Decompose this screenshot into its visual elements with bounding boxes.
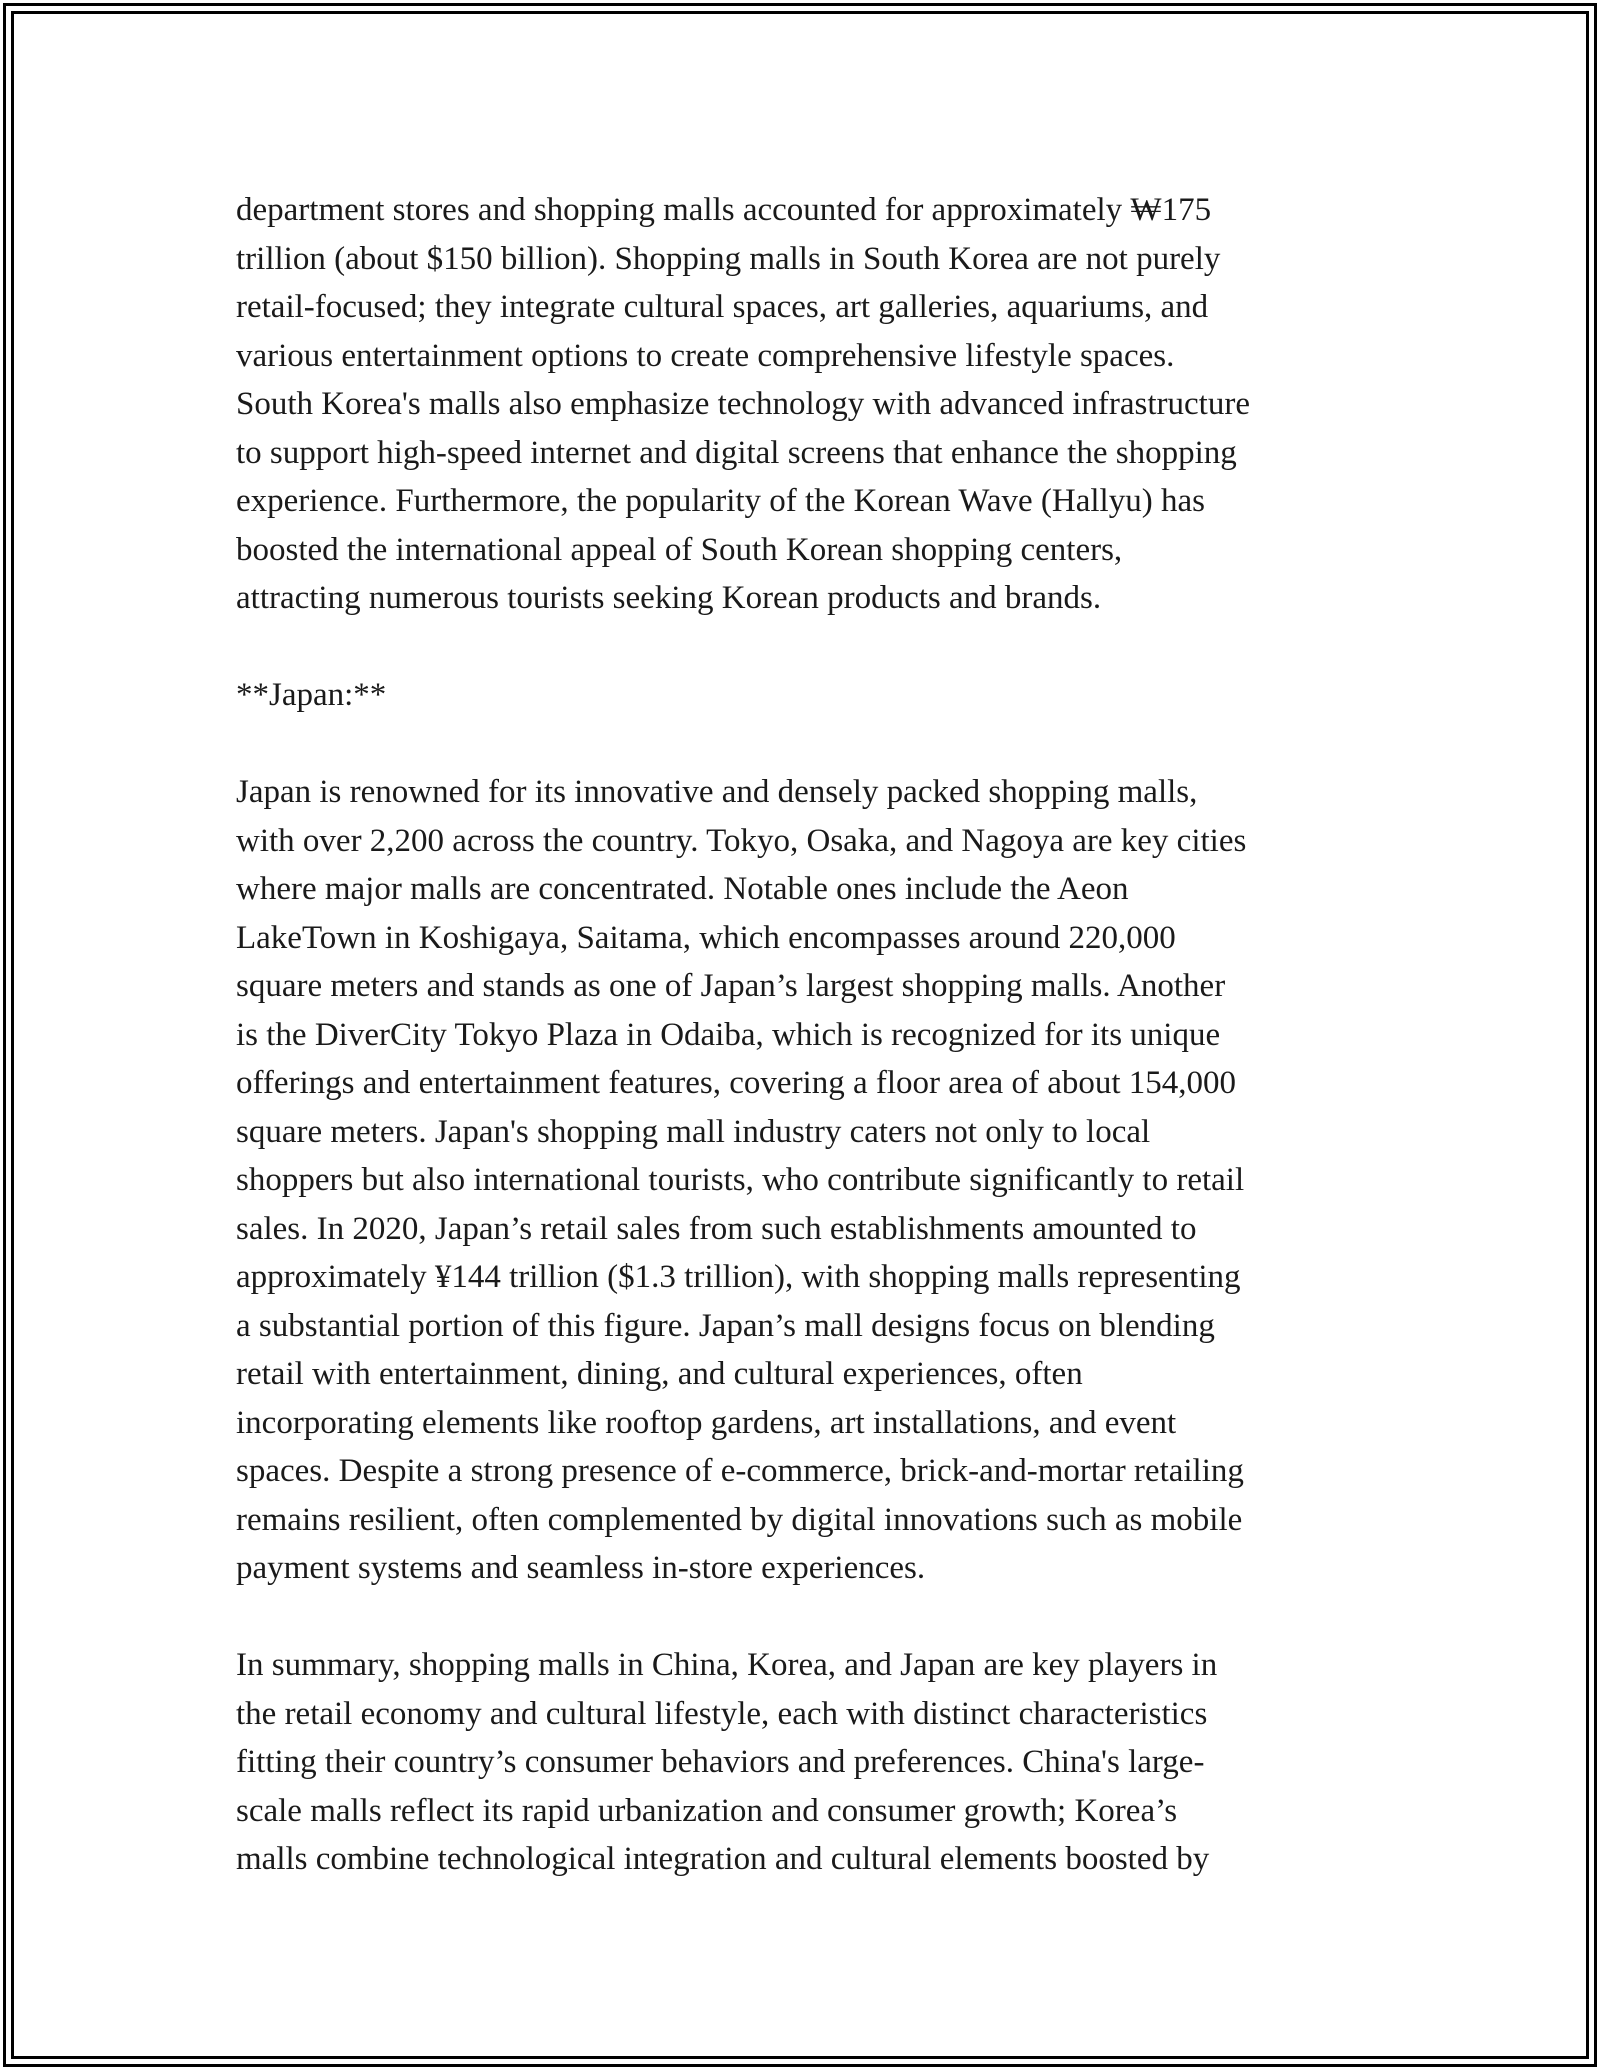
text-line: department stores and shopping malls accounted for approximately ₩175 xyxy=(236,192,1212,228)
paragraph-summary xyxy=(236,1641,1376,1884)
text-line: spaces. Despite a strong presence of e-commerce, brick-and-mortar retailing xyxy=(236,1453,1244,1489)
text-line: experience. Furthermore, the popularity of the Korean Wave (Hallyu) has xyxy=(236,483,1205,519)
text-line: boosted the international appeal of South Korean shopping centers, xyxy=(236,531,1123,568)
text-line: **Japan:** xyxy=(236,677,387,713)
text-line: with over 2,200 across the country. Tokyo, Osaka, and Nagoya are key cities xyxy=(236,822,1247,859)
text-line: square meters. Japan's shopping mall industry caters not only to local xyxy=(236,1113,1151,1150)
text-line: sales. In 2020, Japan’s retail sales from such establishments amounted to xyxy=(236,1210,1197,1247)
text-line: various entertainment options to create comprehensive lifestyle spaces. xyxy=(236,337,1175,374)
text-line: attracting numerous tourists seeking Korean products and brands. xyxy=(236,580,1102,616)
text-line: malls combine technological integration and cultural elements boosted by xyxy=(236,1841,1210,1877)
text-line: retail-focused; they integrate cultural spaces, art galleries, aquariums, and xyxy=(236,289,1209,325)
text-line: LakeTown in Koshigaya, Saitama, which encompasses around 220,000 xyxy=(236,919,1176,956)
text-line: scale malls reflect its rapid urbanization and consumer growth; Korea’s xyxy=(236,1792,1178,1829)
text-line: Japan is renowned for its innovative and densely packed shopping malls, xyxy=(236,774,1198,810)
text-line: is the DiverCity Tokyo Plaza in Odaiba, which is recognized for its unique xyxy=(236,1016,1221,1053)
paragraph-korea-continued xyxy=(236,186,1376,623)
text-line: trillion (about $150 billion). Shopping malls in South Korea are not purely xyxy=(236,240,1221,277)
paragraph-japan xyxy=(236,768,1376,1593)
text-line: In summary, shopping malls in China, Korea, and Japan are key players in xyxy=(236,1647,1218,1683)
text-line: square meters and stands as one of Japan’s largest shopping malls. Another xyxy=(236,968,1226,1004)
text-line: shoppers but also international tourists, who contribute significantly to retail xyxy=(236,1162,1245,1198)
text-line: fitting their country’s consumer behaviors and preferences. China's large- xyxy=(236,1744,1205,1780)
text-line: where major malls are concentrated. Notable ones include the Aeon xyxy=(236,871,1129,907)
text-line: South Korea's malls also emphasize technology with advanced infrastructure xyxy=(236,386,1250,422)
text-line: approximately ¥144 trillion ($1.3 trillion), with shopping malls representing xyxy=(236,1259,1241,1295)
text-line: a substantial portion of this figure. Japan’s mall designs focus on blending xyxy=(236,1307,1215,1344)
text-line: offerings and entertainment features, covering a floor area of about 154,000 xyxy=(236,1065,1237,1101)
text-line: to support high-speed internet and digital screens that enhance the shopping xyxy=(236,434,1237,471)
text-line: retail with entertainment, dining, and cultural experiences, often xyxy=(236,1356,1083,1392)
heading-japan xyxy=(236,671,1376,720)
text-line: payment systems and seamless in-store experiences. xyxy=(236,1550,926,1586)
text-line: the retail economy and cultural lifestyle, each with distinct characteristics xyxy=(236,1695,1208,1732)
text-line: incorporating elements like rooftop gardens, art installations, and event xyxy=(236,1404,1177,1441)
document-body xyxy=(236,186,1376,1932)
text-line: remains resilient, often complemented by digital innovations such as mobile xyxy=(236,1501,1243,1538)
